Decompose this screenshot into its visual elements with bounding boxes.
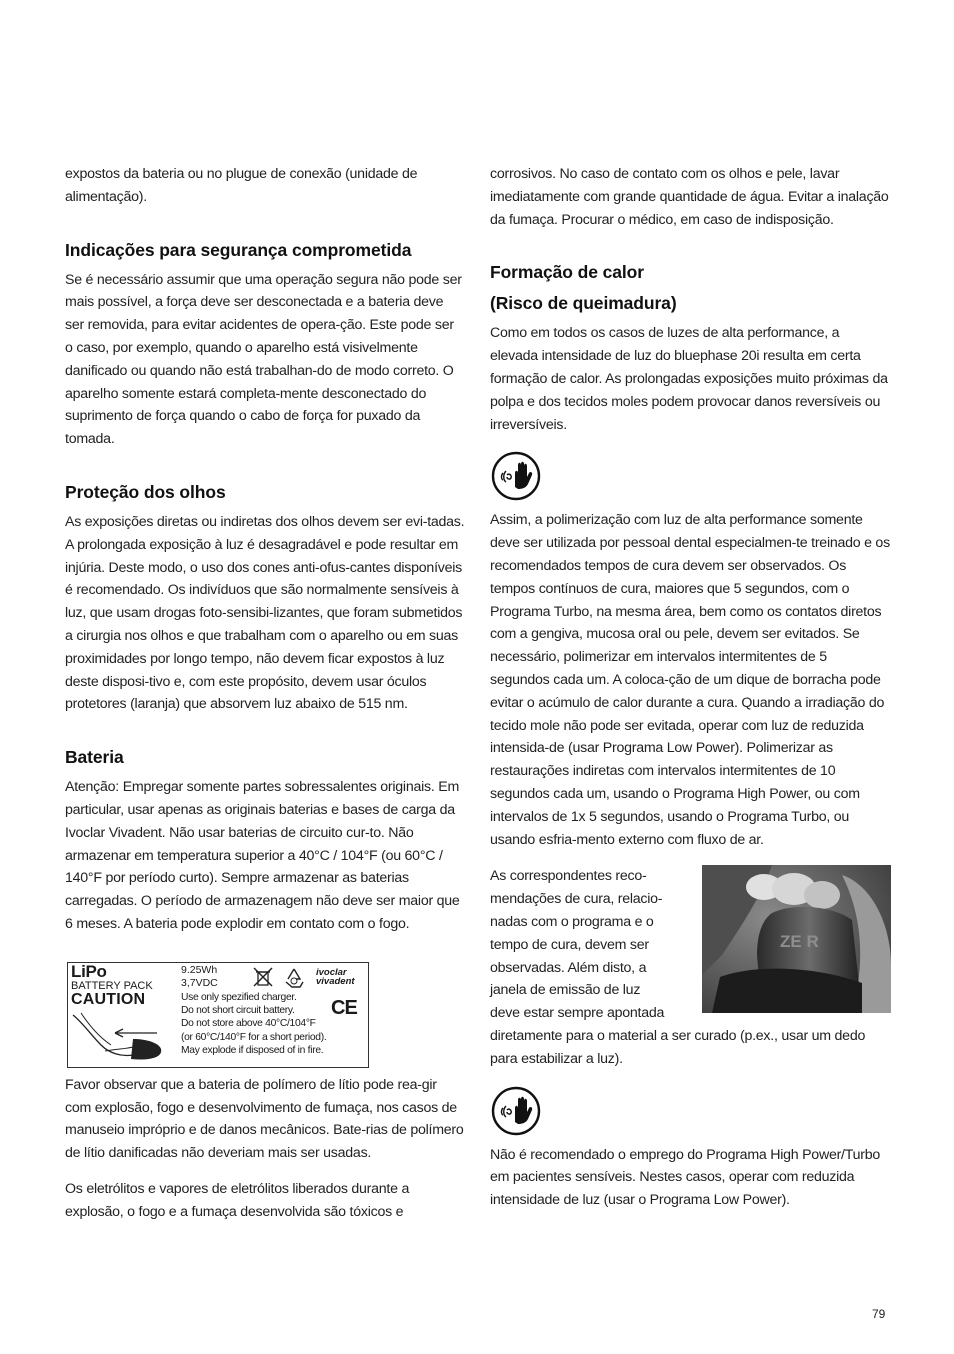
heading-risco-queimadura: (Risco de queimadura)	[490, 293, 677, 314]
label-voltage: 3,7VDC	[181, 976, 218, 989]
crossed-bin-icon	[252, 966, 274, 993]
warning-line: Do not short circuit battery.	[181, 1005, 295, 1017]
text-line: deve estar sempre apontada	[490, 1005, 665, 1022]
paragraph-bateria: Atenção: Empregar somente partes sobressalentes originais. Em particular, usar apenas as originais baterias e bases de carga da Ivoclar Vivadent. Não usar baterias de circuito cur-to. Não armazenar em temperatura superior a 40°C / 104°F (ou 60°C / 140°F por período curto). Sempre armazenar as baterias carregadas. O período de armazenagem não deve ser maior que 6 meses. A bateria pode explodir em contato com o fogo.	[65, 779, 460, 932]
stop-hand-warning-icon	[491, 451, 541, 501]
heading-calor: Formação de calor	[490, 262, 644, 283]
hand-disposal-icon	[71, 1009, 175, 1068]
ce-mark: CE	[331, 996, 357, 1019]
label-watt-hours: 9.25Wh	[181, 963, 218, 976]
text-line: observadas. Além disto, a	[490, 959, 647, 976]
warning-line: (or 60°C/140°F for a short period).	[181, 1031, 327, 1043]
heading-olhos: Proteção dos olhos	[65, 481, 226, 502]
recycle-icon	[282, 967, 306, 994]
photo-engraving: ZE R	[780, 932, 819, 952]
intro-paragraph: expostos da bateria ou no plugue de conexão (unidade de alimentação).	[65, 166, 418, 205]
paragraph-recomendacoes-tail: diretamente para o material a ser curado (p.ex., usar um dedo para estabilizar a luz).	[490, 1027, 866, 1067]
brand-logo: ivoclar vivadent	[316, 966, 355, 987]
photo-block	[490, 865, 890, 1070]
paragraph-polimero: Favor observar que a bateria de polímero de lítio pode rea-gir com explosão, fogo e desenvolvimento de fumaça, nos casos de manuseio impróprio e de danos mecânicos. Bate-rias de polímero de lítio danificadas não deveriam mais ser usadas.	[65, 1076, 464, 1162]
left-column	[65, 163, 465, 1224]
paragraph-calor: Como em todos os casos de luzes de alta performance, a elevada intensidade de luz do bluephase 20i resulta em certa formação de calor. As prolongadas exposições muito próximas da polpa e dos tecidos moles podem provocar danos reversíveis ou irreversíveis.	[490, 325, 888, 433]
paragraph-corrosivos: corrosivos. No caso de contato com os olhos e pele, lavar imediatamente com grande quantidade de água. Evitar a inalação da fumaça. Procurar o médico, em caso de indisposição.	[490, 166, 889, 228]
heading-bateria: Bateria	[65, 747, 124, 768]
paragraph-seguranca: Se é necessário assumir que uma operação segura não pode ser mais possível, a força deve ser desconectada e a bateria deve ser removida, para evitar acidentes de opera-ção. Este pode ser o caso, por exemplo, quando o aparelho está visivelmente danificado ou quando não está trabalhan-do de modo correto. O aparelho somente estará completa-mente desconectado do suprimento de força quando o cabo de força for puxado da tomada.	[65, 271, 462, 448]
label-battery-pack: BATTERY PACK	[71, 979, 153, 992]
label-lipo: LiPo	[71, 961, 107, 981]
paragraph-polimerizacao: Assim, a polimerização com luz de alta performance somente deve ser utilizada por pessoal dental especialmen-te treinado e os recomendados tempos de cura devem ser observados. Os tempos contínuos de cura, maiores que 5 segundos, com o Programa Turbo, na mesma área, bem como os contatos diretos com a gengiva, mucosa oral ou pele, devem ser evitados. Se necessário, polimerizar em intervalos intermitentes de 5 segundos cada um. A coloca-ção de um dique de borracha pode evitar o acúmulo de calor durante a cura. Quando a irradiação do tecido mole não pode ser evitada, operar com luz de reduzida intensida-de (usar Programa Low Power). Polimerizar as restaurações indiretas com intervalos intermitentes de 10 segundos cada um, usando o Programa High Power, ou com intervalos de 1x 5 segundos, usando o Programa Turbo, ou usando esfria-mento externo com fluxo de ar.	[490, 512, 890, 848]
paragraph-eletrolitos: Os eletrólitos e vapores de eletrólitos liberados durante a explosão, o fogo e a fumaça desenvolvida são tóxicos e	[65, 1180, 410, 1220]
text-line: tempo de cura, devem ser	[490, 936, 649, 953]
battery-caution-label	[67, 962, 369, 1068]
heading-seguranca: Indicações para segurança comprometida	[65, 239, 412, 260]
label-caution: CAUTION	[71, 990, 146, 1008]
stop-hand-warning-icon	[491, 1086, 541, 1136]
page-number: 79	[872, 1307, 886, 1321]
paragraph-olhos: As exposições diretas ou indiretas dos olhos devem ser evi-tadas. A prolongada exposição à luz é desagradável e pode resultar em injúria. Deste modo, o uso dos cones anti-ofus-cantes disponíveis é recomendado. Os indivíduos que são normalmente sensíveis à luz, que usam drogas foto-sensibi-lizantes, que foram submetidos a cirurgia nos olhos e que trabalham com o aparelho ou em suas proximidades por longo tempo, não devem ficar expostos à luz deste disposi-tivo e, com este propósito, devem usar óculos protetores (laranja) que absorvem luz abaixo de 515 nm.	[65, 513, 465, 713]
label-warnings	[181, 991, 367, 1057]
warning-line: Do not store above 40°C/104°F	[181, 1018, 316, 1030]
warning-line: May explode if disposed of in fire.	[181, 1044, 324, 1056]
paragraph-sensiveis: Não é recomendado o emprego do Programa High Power/Turbo em pacientes sensíveis. Nestes casos, operar com reduzida intensidade de luz (usar o Programa Low Power).	[490, 1146, 881, 1209]
right-column	[490, 163, 890, 1212]
curing-light-photo	[702, 865, 891, 1013]
text-line: nadas com o programa e o	[490, 913, 654, 930]
text-line: As correspondentes reco-	[490, 868, 647, 885]
warning-line: Use only spezified charger.	[181, 991, 297, 1003]
text-line: janela de emissão de luz	[490, 982, 641, 999]
text-line: mendações de cura, relacio-	[490, 891, 663, 908]
